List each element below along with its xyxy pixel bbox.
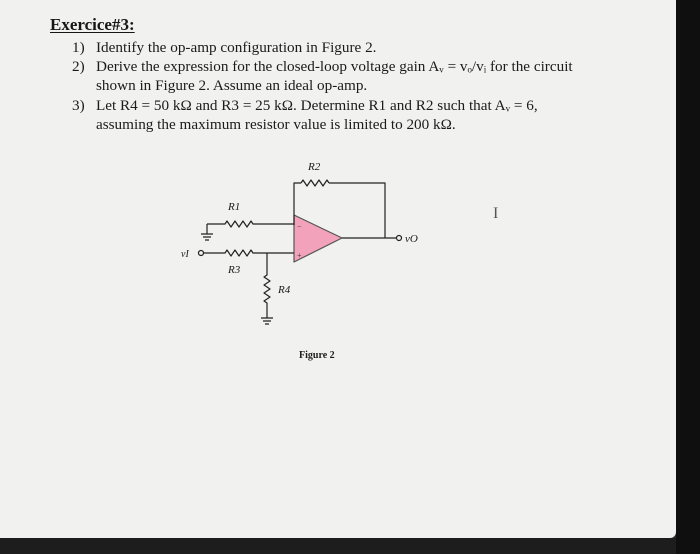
r1-resistor	[207, 221, 294, 227]
label-r1: R1	[228, 201, 241, 213]
r3-resistor	[204, 250, 294, 256]
figure-caption: Figure 2	[299, 350, 335, 361]
label-r4: R4	[278, 284, 291, 296]
screen-bottom-edge	[0, 538, 700, 554]
r4-resistor	[264, 253, 270, 318]
r2-resistor	[301, 180, 329, 186]
noninverting-input-sign: +	[297, 251, 302, 260]
screen-right-edge	[676, 0, 700, 554]
ground-r1-symbol	[201, 234, 213, 240]
label-r2: R2	[308, 161, 321, 173]
question-2-number: 2)	[72, 58, 85, 75]
r2-feedback-wire-right	[329, 183, 385, 238]
inverting-input-sign: −	[297, 222, 302, 231]
question-1-text: Identify the op-amp configuration in Figure 2.	[96, 39, 377, 56]
question-3-text-line1: Let R4 = 50 kΩ and R3 = 25 kΩ. Determine R1 and R2 such that Aᵥ = 6,	[96, 97, 538, 114]
question-3-number: 3)	[72, 97, 85, 114]
question-3-text-line2: assuming the maximum resistor value is limited to 200 kΩ.	[96, 116, 456, 133]
label-vo: vO	[405, 233, 418, 245]
question-1-number: 1)	[72, 39, 85, 56]
label-r3: R3	[228, 264, 241, 276]
input-terminal	[199, 251, 204, 256]
output-terminal	[397, 236, 402, 241]
label-vi: vI	[181, 249, 189, 260]
exercise-title: Exercice#3:	[50, 15, 135, 34]
question-2-text-line1: Derive the expression for the closed-loop voltage gain Aᵥ = vₒ/vᵢ for the circuit	[96, 58, 573, 75]
question-2-text-line2: shown in Figure 2. Assume an ideal op-amp.	[96, 77, 368, 94]
text-cursor-icon: I	[493, 205, 499, 222]
ground-r4-symbol	[261, 318, 273, 324]
